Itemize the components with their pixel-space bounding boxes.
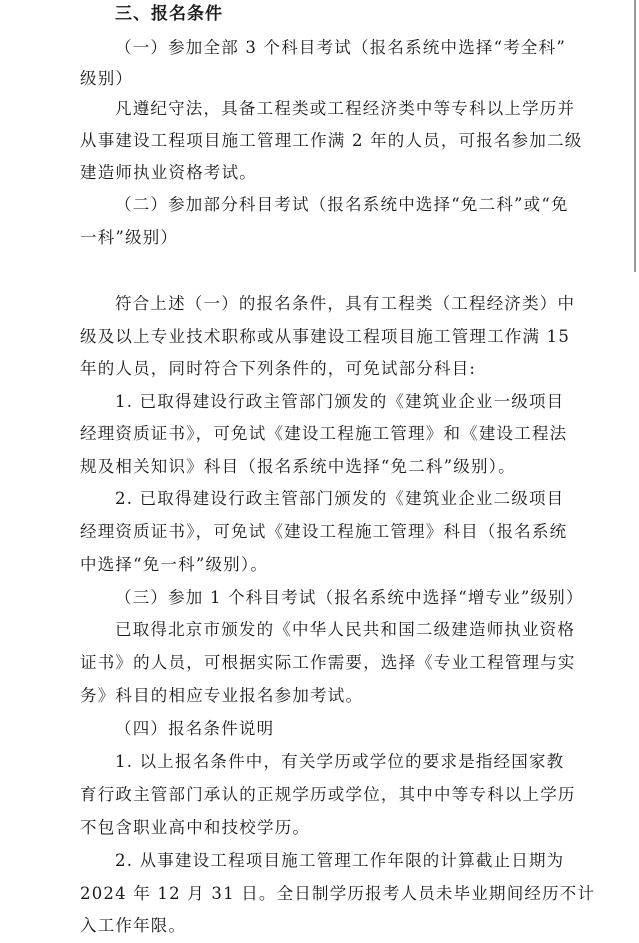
- subsection-3-heading: （三）参加 1 个科目考试（报名系统中选择“增专业”级别）: [115, 588, 584, 607]
- subsection-1-heading: （一）参加全部 3 个科目考试（报名系统中选择“考全科”: [115, 38, 566, 57]
- text-line: 入工作年限。: [80, 916, 187, 935]
- paragraph-line: 已取得北京市颁发的《中华人民共和国二级建造师执业资格: [115, 620, 576, 639]
- list-item-2: 2. 从事建设工程项目施工管理工作年限的计算截止日期为: [115, 851, 565, 870]
- list-item-1: 1. 以上报名条件中，有关学历或学位的要求是指经国家教: [115, 752, 565, 771]
- section-title: 三、报名条件: [115, 4, 223, 24]
- text-line: 级别）: [80, 69, 134, 88]
- list-item-2: 2. 已取得建设行政主管部门颁发的《建筑业企业二级项目: [115, 489, 565, 508]
- paragraph-line: 符合上述（一）的报名条件，具有工程类（工程经济类）中: [115, 294, 576, 313]
- list-item-1: 1. 已取得建设行政主管部门颁发的《建筑业企业一级项目: [115, 392, 565, 411]
- text-line: 一科”级别）: [80, 228, 179, 247]
- page-edge-divider: [634, 0, 636, 272]
- text-line: 务》科目的相应专业报名参加考试。: [80, 686, 364, 705]
- text-line: 建造师执业资格考试。: [80, 163, 257, 182]
- text-line: 育行政主管部门承认的正规学历或学位，其中中等专科以上学历: [80, 785, 576, 804]
- text-line: 经理资质证书》，可免试《建设工程施工管理》科目（报名系统: [80, 522, 568, 541]
- text-line: 规及相关知识》科目（报名系统中选择“免二科”级别）。: [80, 457, 516, 476]
- text-line: 级及以上专业技术职称或从事建设工程项目施工管理工作满 15: [80, 327, 571, 346]
- text-line: 年的人员，同时符合下列条件的，可免试部分科目:: [80, 359, 477, 378]
- text-line: 证书》的人员，可根据实际工作需要，选择《专业工程管理与实: [80, 653, 576, 672]
- text-line: 经理资质证书》，可免试《建设工程施工管理》和《建设工程法: [80, 424, 568, 443]
- paragraph-line: 凡遵纪守法，具备工程类或工程经济类中等专科以上学历并: [115, 99, 576, 118]
- subsection-2-heading: （二）参加部分科目考试（报名系统中选择“免二科”或“免: [115, 195, 569, 214]
- text-line: 从事建设工程项目施工管理工作满 2 年的人员，可报名参加二级: [80, 131, 583, 150]
- text-line: 不包含职业高中和技校学历。: [80, 818, 311, 837]
- text-line: 中选择“免一科”级别）。: [80, 555, 269, 574]
- subsection-4-heading: （四）报名条件说明: [115, 719, 275, 738]
- text-line: 2024 年 12 月 31 日。全日制学历报考人员未毕业期间经历不计: [80, 884, 596, 903]
